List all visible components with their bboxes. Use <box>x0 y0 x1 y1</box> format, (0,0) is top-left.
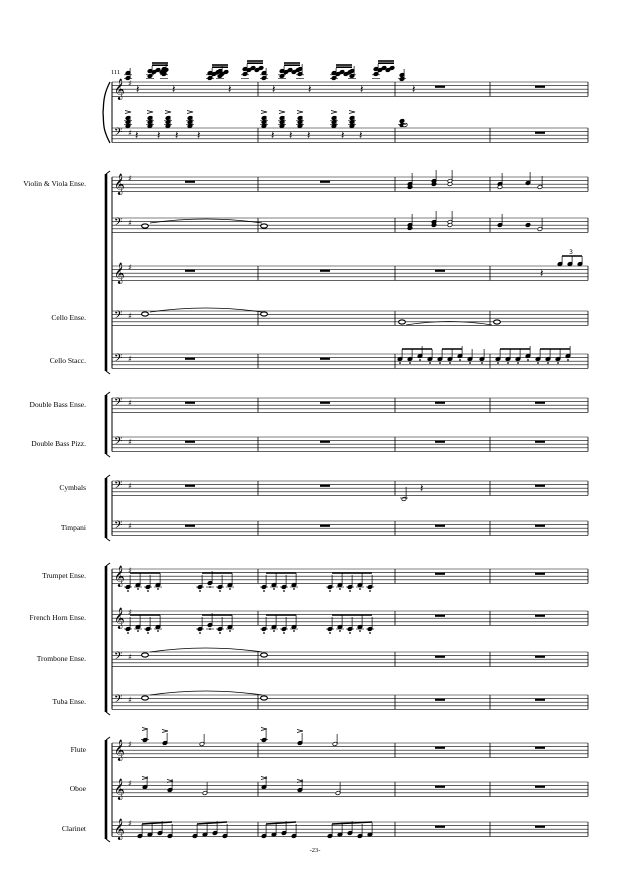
staccato-dot <box>329 590 331 592</box>
key-signature-sharp-icon: ♯ <box>128 779 132 788</box>
whole-rest-icon <box>535 826 545 828</box>
notehead <box>399 119 404 124</box>
bass-clef-icon: 𝄢 <box>114 396 123 412</box>
staccato-dot <box>199 590 201 592</box>
staccato-dot <box>127 632 129 634</box>
staff-violin-viola-2 <box>112 217 588 233</box>
bracket-hook <box>106 171 110 174</box>
staccato-dot <box>157 588 159 590</box>
label-clarinet: Clarinet <box>61 824 86 833</box>
label-french-horn: French Horn Ense. <box>29 613 86 622</box>
staccato-dot <box>263 590 265 592</box>
staccato-dot <box>147 590 149 592</box>
key-signature-sharp-icon: ♯ <box>128 521 132 531</box>
staff-trombone <box>112 651 588 667</box>
staccato-dot <box>339 630 341 632</box>
staccato-dot <box>229 588 231 590</box>
staccato-dot <box>359 588 361 590</box>
whole-rest-icon <box>185 402 195 404</box>
whole-rest-icon <box>435 656 445 658</box>
staccato-dot <box>293 630 295 632</box>
treble-clef-icon: 𝄞 <box>114 779 125 800</box>
staff-timpani <box>112 520 588 536</box>
quarter-rest-icon: 𝄽 <box>360 83 364 96</box>
quarter-rest-icon: 𝄽 <box>157 129 161 142</box>
staccato-dot <box>419 359 421 361</box>
staccato-dot <box>339 588 341 590</box>
whole-rest-icon <box>320 402 330 404</box>
staff-flute <box>112 740 588 761</box>
piano-brace <box>103 82 110 143</box>
bracket-hook <box>106 392 110 395</box>
bass-clef-icon: 𝄢 <box>114 435 123 451</box>
key-signature-sharp-icon: ♯ <box>128 566 132 575</box>
tie <box>150 308 262 312</box>
accent-mark <box>261 111 267 114</box>
label-violin-viola-1: Violin & Viola Ense. <box>23 179 86 188</box>
staccato-dot <box>369 632 371 634</box>
bracket-hook <box>106 538 110 541</box>
whole-rest-icon <box>320 270 330 272</box>
accent-mark <box>297 730 303 733</box>
staccato-dot <box>219 632 221 634</box>
key-signature-sharp-icon: ♯ <box>128 608 132 617</box>
staff-double-bass-pizz <box>112 436 588 452</box>
staccato-dot <box>527 359 529 361</box>
staccato-dot <box>127 590 129 592</box>
key-signature-sharp-icon: ♯ <box>128 128 132 138</box>
whole-rest-icon <box>320 358 330 360</box>
whole-rest-icon <box>320 181 330 183</box>
triplet-mark: 3 <box>569 249 573 256</box>
staccato-dot <box>329 632 331 634</box>
label-double-bass-ense: Double Bass Ense. <box>29 400 86 409</box>
treble-clef-icon: 𝄞 <box>114 79 125 100</box>
whole-rest-icon <box>535 485 545 487</box>
staccato-dot <box>469 362 471 364</box>
treble-clef-icon: 𝄞 <box>114 174 125 195</box>
staccato-dot <box>481 362 483 364</box>
staff-trumpet <box>112 566 588 587</box>
staccato-dot <box>449 362 451 364</box>
tie <box>150 691 262 695</box>
key-signature-sharp-icon: ♯ <box>128 354 132 364</box>
label-flute: Flute <box>70 745 86 754</box>
staccato-dot <box>137 630 139 632</box>
whole-rest-icon <box>185 270 195 272</box>
staccato-dot <box>349 590 351 592</box>
accent-mark <box>297 111 303 114</box>
staccato-dot <box>273 630 275 632</box>
whole-rest-icon <box>435 615 445 617</box>
key-signature-sharp-icon: ♯ <box>128 263 132 272</box>
staff-piano-bass <box>112 127 588 143</box>
whole-rest-icon <box>535 615 545 617</box>
whole-rest-icon <box>535 525 545 527</box>
quarter-rest-icon: 𝄽 <box>341 129 345 142</box>
quarter-rest-icon: 𝄽 <box>289 129 293 142</box>
staff-violin-viola-1 <box>112 174 588 195</box>
staccato-dot <box>199 632 201 634</box>
staccato-dot <box>283 590 285 592</box>
whole-rest-icon <box>535 786 545 788</box>
quarter-rest-icon: 𝄽 <box>172 83 176 96</box>
label-cello-stacc: Cello Stacc. <box>49 356 86 365</box>
accent-mark <box>349 111 355 114</box>
staccato-dot <box>497 362 499 364</box>
label-cymbals: Cymbals <box>59 483 86 492</box>
instrument-labels <box>23 179 87 833</box>
treble-clef-icon: 𝄞 <box>114 740 125 761</box>
quarter-rest-icon: 𝄽 <box>136 83 140 96</box>
staccato-dot <box>547 362 549 364</box>
key-signature-sharp-icon: ♯ <box>128 481 132 491</box>
accent-mark <box>331 111 337 114</box>
notation <box>124 61 583 838</box>
whole-rest-icon <box>185 441 195 443</box>
accent-mark <box>279 111 285 114</box>
quarter-rest-icon: 𝄽 <box>135 129 139 142</box>
bracket-hook <box>106 454 110 457</box>
label-cello-ense: Cello Ense. <box>51 313 86 322</box>
accent-mark <box>125 111 131 114</box>
whole-rest-icon <box>185 525 195 527</box>
whole-rest-icon <box>535 402 545 404</box>
staff-systems <box>103 79 588 842</box>
staccato-dot <box>409 362 411 364</box>
quarter-rest-icon: 𝄽 <box>307 129 311 142</box>
bass-clef-icon: 𝄢 <box>114 693 123 709</box>
bracket-hook <box>106 475 110 478</box>
tie <box>150 219 262 223</box>
accent-mark <box>187 111 193 114</box>
whole-note <box>494 320 501 324</box>
quarter-rest-icon: 𝄽 <box>272 83 276 96</box>
staccato-dot <box>429 362 431 364</box>
quarter-rest-icon: 𝄽 <box>175 129 179 142</box>
label-trombone: Trombone Ense. <box>36 654 86 663</box>
accent-mark <box>162 730 168 733</box>
bracket-hook <box>106 712 110 715</box>
bracket-hook <box>106 737 110 740</box>
accent-mark <box>165 111 171 114</box>
staccato-dot <box>293 588 295 590</box>
whole-note <box>142 224 149 228</box>
staff-cymbals <box>112 480 588 496</box>
staccato-dot <box>263 632 265 634</box>
whole-rest-icon <box>185 485 195 487</box>
label-double-bass-pizz: Double Bass Pizz. <box>31 439 86 448</box>
whole-rest-icon <box>320 485 330 487</box>
quarter-rest-icon: 𝄽 <box>197 129 201 142</box>
staccato-dot <box>537 362 539 364</box>
staccato-dot <box>399 362 401 364</box>
whole-rest-icon <box>535 441 545 443</box>
notehead <box>525 223 530 228</box>
whole-rest-icon <box>435 270 445 272</box>
staccato-dot <box>359 630 361 632</box>
staff-double-bass-ense <box>112 397 588 413</box>
label-oboe: Oboe <box>69 784 86 793</box>
quarter-rest-icon: 𝄽 <box>271 129 275 142</box>
key-signature-sharp-icon: ♯ <box>128 740 132 749</box>
bass-clef-icon: 𝄢 <box>114 216 123 232</box>
staff-piano-treble <box>112 79 588 100</box>
label-timpani: Timpani <box>60 523 86 532</box>
staccato-dot <box>517 362 519 364</box>
staccato-dot <box>219 590 221 592</box>
staccato-dot <box>507 362 509 364</box>
whole-rest-icon <box>435 786 445 788</box>
whole-note <box>142 696 149 700</box>
whole-rest-icon <box>435 402 445 404</box>
whole-rest-icon <box>435 86 445 88</box>
whole-note <box>142 653 149 657</box>
key-signature-sharp-icon: ♯ <box>128 174 132 183</box>
bass-clef-icon: 𝄢 <box>114 352 123 368</box>
key-signature-sharp-icon: ♯ <box>128 437 132 447</box>
whole-note <box>142 312 149 316</box>
quarter-rest-icon: 𝄽 <box>359 129 363 142</box>
bass-clef-icon: 𝄢 <box>114 126 123 142</box>
measure-number: 111 <box>111 69 121 76</box>
treble-clef-icon: 𝄞 <box>114 263 125 284</box>
key-signature-sharp-icon: ♯ <box>128 311 132 321</box>
bass-clef-icon: 𝄢 <box>114 519 123 535</box>
whole-note <box>261 312 268 316</box>
whole-rest-icon <box>185 181 195 183</box>
staff-oboe <box>112 779 588 800</box>
treble-clef-icon: 𝄞 <box>114 819 125 840</box>
staff-tuba <box>112 694 588 710</box>
page-number: -23- <box>309 847 321 854</box>
quarter-rest-icon: 𝄽 <box>228 83 232 96</box>
staccato-dot <box>157 630 159 632</box>
quarter-rest-icon: 𝄽 <box>412 83 416 96</box>
whole-note <box>261 653 268 657</box>
whole-rest-icon <box>435 747 445 749</box>
key-signature-sharp-icon: ♯ <box>128 652 132 662</box>
label-tuba: Tuba Ense. <box>52 697 86 706</box>
whole-note <box>261 224 268 228</box>
treble-clef-icon: 𝄞 <box>114 566 125 587</box>
whole-rest-icon <box>535 656 545 658</box>
key-signature-sharp-icon: ♯ <box>128 398 132 408</box>
whole-rest-icon <box>320 525 330 527</box>
whole-rest-icon <box>535 132 545 134</box>
staff-violin-viola-3 <box>112 263 588 284</box>
staccato-dot <box>229 630 231 632</box>
whole-rest-icon <box>435 441 445 443</box>
key-signature-sharp-icon: ♯ <box>128 218 132 228</box>
staccato-dot <box>459 359 461 361</box>
staccato-dot <box>283 632 285 634</box>
notehead <box>258 66 263 71</box>
bass-clef-icon: 𝄢 <box>114 650 123 666</box>
whole-rest-icon <box>535 86 545 88</box>
staccato-dot <box>349 632 351 634</box>
staccato-dot <box>147 632 149 634</box>
whole-note <box>261 696 268 700</box>
whole-rest-icon <box>535 699 545 701</box>
tie <box>150 648 262 652</box>
quarter-rest-icon: 𝄽 <box>540 267 544 280</box>
whole-rest-icon <box>185 358 195 360</box>
quarter-rest-icon: 𝄽 <box>308 83 312 96</box>
staccato-dot <box>137 588 139 590</box>
accent-mark <box>147 111 153 114</box>
bass-clef-icon: 𝄢 <box>114 479 123 495</box>
bracket-hook <box>106 563 110 566</box>
whole-rest-icon <box>435 573 445 575</box>
key-signature-sharp-icon: ♯ <box>128 819 132 828</box>
staff-cello-ense <box>112 310 588 326</box>
whole-rest-icon <box>535 747 545 749</box>
staccato-dot <box>439 362 441 364</box>
whole-rest-icon <box>320 441 330 443</box>
notehead <box>389 66 394 71</box>
staccato-dot <box>369 590 371 592</box>
staccato-dot <box>557 362 559 364</box>
label-trumpet: Trumpet Ense. <box>42 571 86 580</box>
bracket-hook <box>106 371 110 374</box>
staff-french-horn <box>112 608 588 629</box>
key-signature-sharp-icon: ♯ <box>128 79 132 88</box>
whole-rest-icon <box>435 826 445 828</box>
notehead <box>223 70 228 75</box>
staff-clarinet <box>112 819 588 840</box>
whole-rest-icon <box>535 573 545 575</box>
bass-clef-icon: 𝄢 <box>114 309 123 325</box>
quarter-rest-icon: 𝄽 <box>420 482 424 495</box>
staccato-dot <box>273 588 275 590</box>
whole-rest-icon <box>435 525 445 527</box>
whole-note <box>399 320 406 324</box>
bracket-hook <box>106 839 110 842</box>
whole-rest-icon <box>435 699 445 701</box>
treble-clef-icon: 𝄞 <box>114 608 125 629</box>
staccato-dot <box>567 359 569 361</box>
key-signature-sharp-icon: ♯ <box>128 695 132 705</box>
